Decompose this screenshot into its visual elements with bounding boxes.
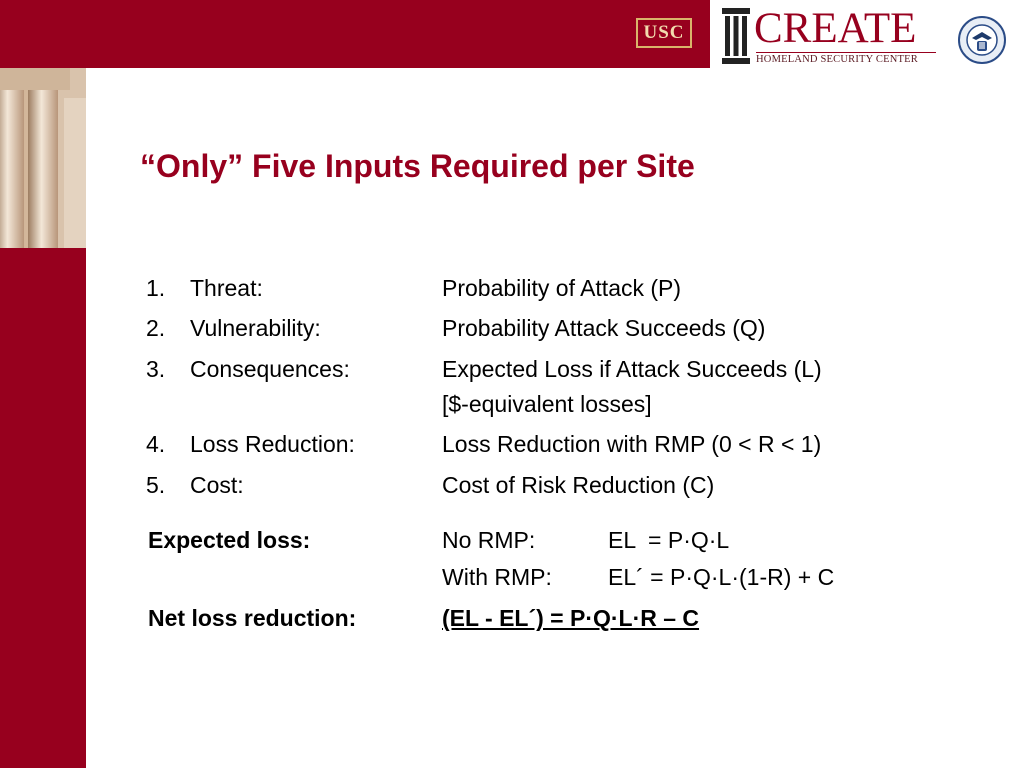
input-number: 3. xyxy=(146,356,166,382)
columns-photo xyxy=(0,68,86,248)
input-number: 2. xyxy=(146,315,166,341)
no-rmp-label: No RMP: xyxy=(442,527,536,553)
input-description-continued: [$-equivalent losses] xyxy=(442,391,652,417)
create-logo-subtitle: HOMELAND SECURITY CENTER xyxy=(756,52,936,65)
input-description: Cost of Risk Reduction (C) xyxy=(442,472,715,498)
with-rmp-label: With RMP: xyxy=(442,564,552,590)
net-loss-label: Net loss reduction: xyxy=(148,605,357,631)
input-description: Probability of Attack (P) xyxy=(442,275,682,301)
input-number: 1. xyxy=(146,275,166,301)
create-logo-text: CREATE xyxy=(754,5,917,52)
input-description: Loss Reduction with RMP (0 < R < 1) xyxy=(442,431,822,457)
input-number: 4. xyxy=(146,431,166,457)
expected-loss-label: Expected loss: xyxy=(148,527,311,553)
input-label: Threat: xyxy=(190,275,263,301)
input-label: Cost: xyxy=(190,472,244,498)
input-number: 5. xyxy=(146,472,166,498)
dhs-seal-icon xyxy=(958,16,1006,64)
input-label: Loss Reduction: xyxy=(190,431,355,457)
input-label: Consequences: xyxy=(190,356,350,382)
no-rmp-formula: EL = P·Q·L xyxy=(608,527,730,553)
input-label: Vulnerability: xyxy=(190,315,321,341)
usc-logo-text: USC xyxy=(636,18,692,48)
slide-title: “Only” Five Inputs Required per Site xyxy=(140,148,695,184)
pillar-icon xyxy=(722,8,750,64)
with-rmp-formula: EL´ = P·Q·L·(1-R) + C xyxy=(608,564,835,590)
input-description: Probability Attack Succeeds (Q) xyxy=(442,315,766,341)
net-loss-formula: (EL - EL´) = P·Q·L·R – C xyxy=(442,605,700,631)
input-description: Expected Loss if Attack Succeeds (L) xyxy=(442,356,822,382)
